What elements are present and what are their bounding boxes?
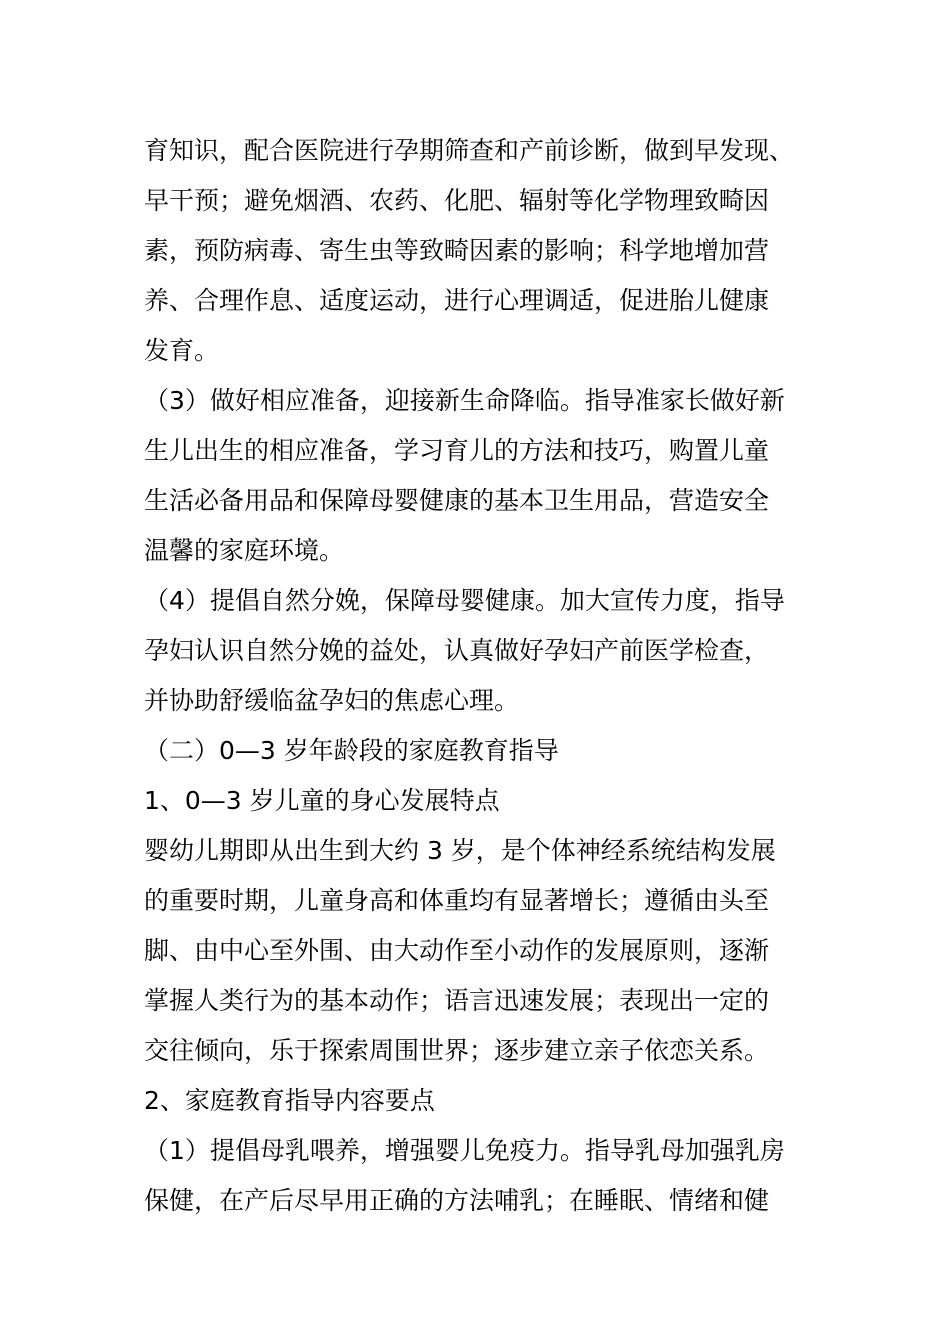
text-line: 交往倾向，乐于探索周围世界；逐步建立亲子依恋关系。: [144, 1036, 770, 1065]
text-line: 早干预；避免烟酒、农药、化肥、辐射等化学物理致畸因: [144, 186, 770, 215]
text-line: 脚、由中心至外围、由大动作至小动作的发展原则，逐渐: [144, 936, 770, 965]
text-line: 温馨的家庭环境。: [144, 536, 345, 565]
section-heading: （二）0—3 岁年龄段的家庭教育指导: [144, 736, 559, 765]
text-line: 婴幼儿期即从出生到大约 3 岁，是个体神经系统结构发展: [144, 836, 776, 865]
text-line: 生活必备用品和保障母婴健康的基本卫生用品，营造安全: [144, 486, 770, 515]
text-line: 孕妇认识自然分娩的益处，认真做好孕妇产前医学检查，: [144, 636, 770, 665]
text-line: （4）提倡自然分娩，保障母婴健康。加大宣传力度，指导: [144, 586, 785, 615]
text-line: 生儿出生的相应准备，学习育儿的方法和技巧，购置儿童: [144, 436, 770, 465]
subsection-heading: 2、家庭教育指导内容要点: [144, 1086, 435, 1115]
text-line: 并协助舒缓临盆孕妇的焦虑心理。: [144, 686, 520, 715]
document-body: [144, 126, 814, 1226]
text-line: 保健，在产后尽早用正确的方法哺乳；在睡眠、情绪和健: [144, 1186, 770, 1215]
text-line: 掌握人类行为的基本动作；语言迅速发展；表现出一定的: [144, 986, 770, 1015]
text-line: 素，预防病毒、寄生虫等致畸因素的影响；科学地增加营: [144, 236, 770, 265]
text-line: 的重要时期，儿童身高和体重均有显著增长；遵循由头至: [144, 886, 770, 915]
text-line: （1）提倡母乳喂养，增强婴儿免疫力。指导乳母加强乳房: [144, 1136, 785, 1165]
text-line: （3）做好相应准备，迎接新生命降临。指导准家长做好新: [144, 386, 785, 415]
text-line: 养、合理作息、适度运动，进行心理调适，促进胎儿健康: [144, 286, 770, 315]
text-line: 育知识，配合医院进行孕期筛查和产前诊断，做到早发现、: [144, 136, 795, 165]
text-line: 发育。: [144, 336, 220, 365]
subsection-heading: 1、0—3 岁儿童的身心发展特点: [144, 786, 500, 815]
